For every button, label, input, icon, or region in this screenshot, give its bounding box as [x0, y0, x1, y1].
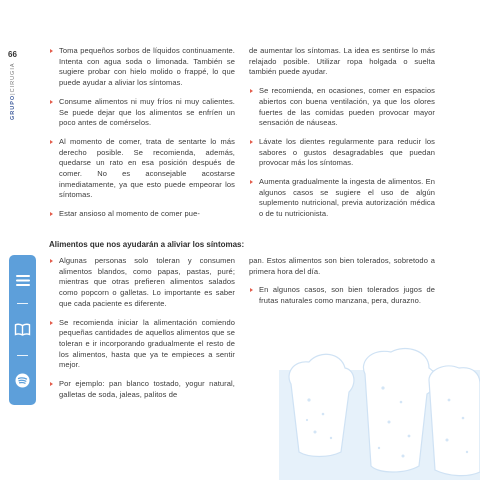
list-item: Al momento de comer, trata de sentarte lo más derecho posible. Se recomienda, además, quedarse un rato en esa posición después de comer. No es aconsejable acostarse inmediatamente, ya que esto puede empeorar los síntomas. — [49, 137, 235, 201]
list-item: Estar ansioso al momento de comer pue- — [49, 209, 235, 220]
running-head-strong: GRUPO — [10, 94, 16, 120]
list-item: En algunos casos, son bien tolerados jugos de frutas naturales como manzana, pera, durazno. — [249, 285, 435, 306]
sidebar-divider — [17, 355, 28, 356]
sidebar-divider — [17, 303, 28, 304]
page-number: 66 — [8, 50, 17, 59]
continued-text: de aumentar los síntomas. La idea es sentirse lo más relajado posible. Utilizar ropa holgada o suelta también puede ayudar. — [249, 46, 435, 77]
list-item: Toma pequeños sorbos de líquidos continuamente. Intenta con agua soda o limonada. También se sugiere probar con hielo molido o frappé, lo que puede ayudar a aliviar los síntomas. — [49, 46, 235, 89]
list-item: Consume alimentos ni muy fríos ni muy calientes. Se puede dejar que los alimentos se enfríen un poco antes de comérselos. — [49, 97, 235, 129]
bottom-right-column — [249, 256, 435, 315]
bread-illustration — [279, 340, 480, 480]
menu-icon[interactable] — [9, 273, 36, 288]
bottom-left-column — [49, 256, 235, 408]
running-head-rest: |CIRUGIA — [10, 62, 16, 95]
sidebar-toolbar — [9, 255, 36, 405]
running-head — [10, 62, 20, 122]
book-icon[interactable] — [9, 323, 36, 336]
list-item: Se recomienda iniciar la alimentación comiendo pequeñas cantidades de aquellos alimentos que se toleran e ir incorporando gradualmente el resto de los alimentos, hasta que ya te empieces a sentir mejor. — [49, 318, 235, 372]
section-subheading: Alimentos que nos ayudarán a aliviar los síntomas: — [49, 240, 245, 249]
list-item: Lávate los dientes regularmente para reducir los sabores o gustos desagradables que puedan provocar más los síntomas. — [249, 137, 435, 169]
top-right-column — [249, 46, 435, 228]
list-item: Algunas personas solo toleran y consumen alimentos blandos, como papas, pastas, puré; mientras que otras prefieren alimentos salados como popcorn o galletas. Lo importante es saber que cada paciente es diferente. — [49, 256, 235, 310]
list-item: Se recomienda, en ocasiones, comer en espacios abiertos con buena ventilación, ya que los olores fuertes de las comidas pueden provocar mayor sensación de náuseas. — [249, 86, 435, 129]
top-left-column — [49, 46, 235, 228]
spotify-icon[interactable] — [9, 373, 36, 388]
list-item: Aumenta gradualmente la ingesta de alimentos. En algunos casos se sugiere el uso de algún suplemento nutricional, previa autorización médica o de tu nutricionista. — [249, 177, 435, 220]
continued-text: pan. Estos alimentos son bien tolerados, sobretodo a primera hora del día. — [249, 256, 435, 276]
list-item: Por ejemplo: pan blanco tostado, yogur natural, galletas de soda, jaleas, palitos de — [49, 379, 235, 400]
